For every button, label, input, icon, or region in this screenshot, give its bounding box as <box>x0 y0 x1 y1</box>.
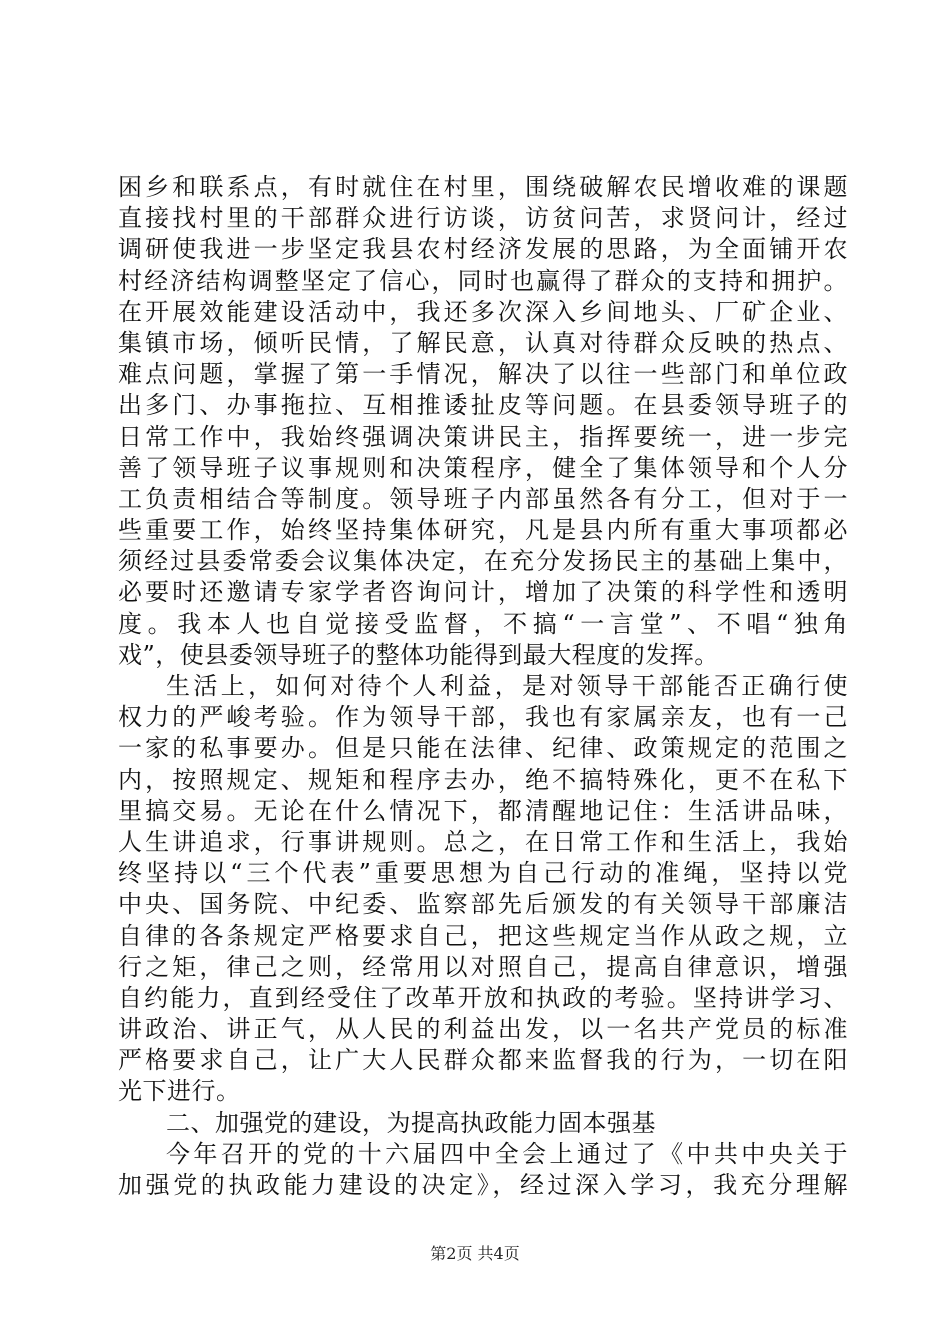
page-number: 第2页 共4页 <box>430 1244 520 1263</box>
text-line: 必要时还邀请专家学者咨询问计，增加了决策的科学性和透明 <box>118 578 848 607</box>
text-line: 加强党的执政能力建设的决定》，经过深入学习，我充分理解 <box>118 1171 848 1199</box>
text-line: 工负责相结合等制度。领导班子内部虽然各有分工，但对于一 <box>118 484 848 513</box>
text-line: 出多门、办事拖拉、互相推诿扯皮等问题。在县委领导班子的 <box>118 391 848 420</box>
text-line: 自约能力，直到经受住了改革开放和执政的考验。坚持讲学习、 <box>118 983 848 1012</box>
text-line: 自律的各条规定严格要求自己，把这些规定当作从政之规，立 <box>118 921 848 950</box>
page-footer <box>0 1244 950 1264</box>
text-line: 中央、国务院、中纪委、监察部先后颁发的有关领导干部廉洁 <box>118 890 848 919</box>
text-line: 一家的私事要办。但是只能在法律、纪律、政策规定的范围之 <box>118 734 848 763</box>
document-body <box>118 172 848 1201</box>
text-line: 讲政治、讲正气，从人民的利益出发，以一名共产党员的标准 <box>118 1015 848 1044</box>
text-line: 村经济结构调整坚定了信心，同时也赢得了群众的支持和拥护。 <box>118 266 848 295</box>
text-line: 直接找村里的干部群众进行访谈，访贫问苦，求贤问计，经过 <box>118 204 848 233</box>
text-line: 调研使我进一步坚定我县农村经济发展的思路，为全面铺开农 <box>118 235 848 264</box>
paragraph-end-line: 戏”，使县委领导班子的整体功能得到最大程度的发挥。 <box>118 640 719 669</box>
text-line: 内，按照规定、规矩和程序去办，绝不搞特殊化，更不在私下 <box>118 765 848 794</box>
text-line: 困乡和联系点，有时就住在村里，围绕破解农民增收难的课题 <box>118 173 848 201</box>
text-line: 终坚持以“三个代表”重要思想为自己行动的准绳，坚持以党 <box>118 859 848 888</box>
text-line: 里搞交易。无论在什么情况下，都清醒地记住：生活讲品味， <box>118 796 848 825</box>
text-line: 难点问题，掌握了第一手情况，解决了以往一些部门和单位政 <box>118 360 848 389</box>
text-line: 些重要工作，始终坚持集体研究，凡是县内所有重大事项都必 <box>118 516 848 545</box>
paragraph-end-line: 光下进行。 <box>118 1077 241 1106</box>
text-line: 人生讲追求，行事讲规则。总之，在日常工作和生活上，我始 <box>118 827 848 856</box>
text-line: 善了领导班子议事规则和决策程序，健全了集体领导和个人分 <box>118 453 848 482</box>
section-heading: 二、加强党的建设，为提高执政能力固本强基 <box>166 1108 656 1137</box>
text-line: 度。我本人也自觉接受监督，不搞“一言堂”、不唱“独角 <box>118 609 848 638</box>
paragraph-start-line: 生活上，如何对待个人利益，是对领导干部能否正确行使 <box>166 672 848 700</box>
paragraph-start-line: 今年召开的党的十六届四中全会上通过了《中共中央关于 <box>166 1139 848 1168</box>
text-line: 日常工作中，我始终强调决策讲民主，指挥要统一，进一步完 <box>118 422 848 451</box>
text-line: 行之矩，律己之则，经常用以对照自己，提高自律意识，增强 <box>118 952 848 981</box>
text-line: 须经过县委常委会议集体决定，在充分发扬民主的基础上集中， <box>118 547 848 576</box>
text-line: 权力的严峻考验。作为领导干部，我也有家属亲友，也有一己 <box>118 703 848 732</box>
text-line: 集镇市场，倾听民情，了解民意，认真对待群众反映的热点、 <box>118 328 848 357</box>
text-line: 严格要求自己，让广大人民群众都来监督我的行为，一切在阳 <box>118 1046 848 1075</box>
text-line: 在开展效能建设活动中，我还多次深入乡间地头、厂矿企业、 <box>118 297 848 326</box>
